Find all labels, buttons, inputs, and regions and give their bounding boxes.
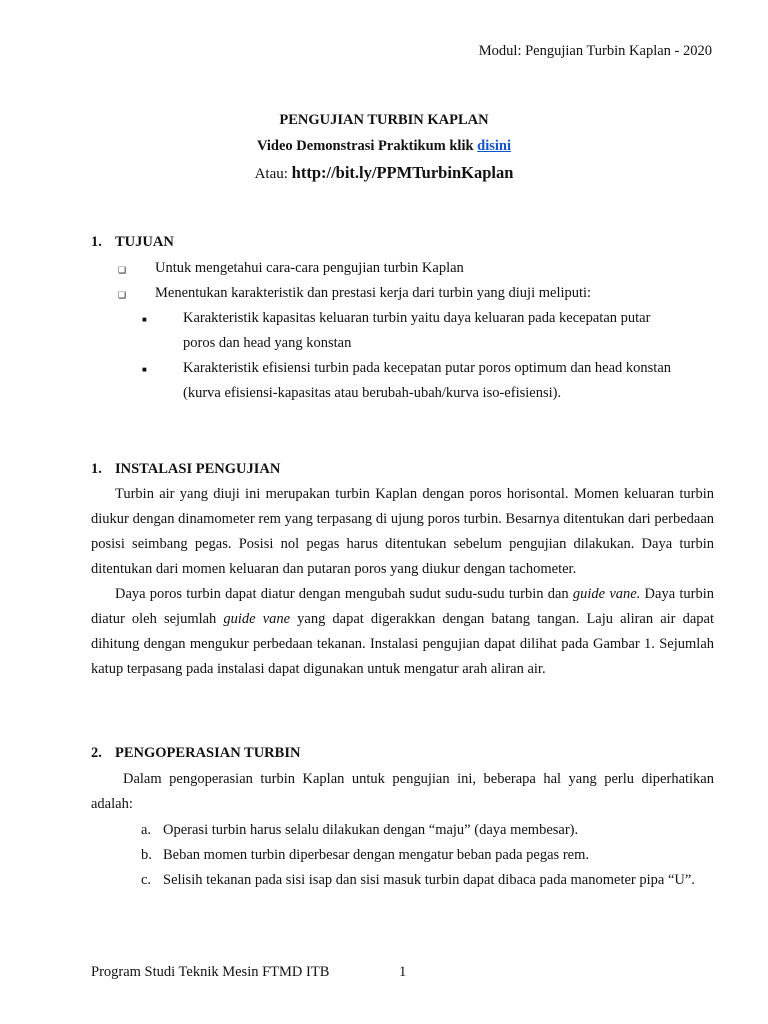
footer-program: Program Studi Teknik Mesin FTMD ITB — [91, 964, 330, 980]
section-heading-instalasi — [91, 461, 280, 478]
paragraph: Dalam pengoperasian turbin Kaplan untuk pengujian ini, beberapa hal yang perlu diperhatikan adalah: — [91, 771, 714, 812]
list-text: Beban momen turbin diperbesar dengan mengatur beban pada pegas rem. — [163, 847, 589, 863]
alternate-url: http://bit.ly/PPMTurbinKaplan — [291, 163, 514, 182]
module-header: Modul: Pengujian Turbin Kaplan - 2020 — [478, 43, 712, 59]
list-label: a. — [141, 822, 152, 838]
page-number: 1 — [399, 964, 407, 980]
pengoperasian-intro — [91, 767, 714, 817]
list-item — [141, 843, 715, 868]
video-demo-line — [0, 138, 768, 155]
tujuan-item: Untuk mengetahui cara-cara pengujian turbin Kaplan — [155, 260, 464, 276]
pengoperasian-list — [141, 818, 715, 893]
section-number: 1. — [91, 461, 102, 477]
tujuan-subitem-line: Karakteristik efisiensi turbin pada kecepatan putar poros optimum dan head konstan — [183, 360, 672, 376]
list-text: Operasi turbin harus selalu dilakukan dengan “maju” (daya membesar). — [163, 822, 579, 838]
section-title: INSTALASI PENGUJIAN — [115, 461, 281, 477]
tujuan-subitem-line: Karakteristik kapasitas keluaran turbin yaitu daya keluaran pada kecepatan putar — [183, 310, 651, 326]
section-number: 1. — [91, 234, 102, 250]
italic-term: guide vane. — [572, 586, 641, 602]
list-item — [141, 868, 715, 893]
video-demo-text: Video Demonstrasi Praktikum klik — [256, 138, 478, 154]
document-title: PENGUJIAN TURBIN KAPLAN — [279, 112, 489, 128]
small-square-bullet-icon: ■ — [142, 315, 147, 324]
tujuan-subitem-line: poros dan head yang konstan — [183, 335, 352, 351]
hollow-square-bullet-icon: ❑ — [118, 290, 127, 300]
tujuan-item: Menentukan karakteristik dan prestasi kerja dari turbin yang diuji meliputi: — [155, 285, 592, 301]
section-heading-tujuan — [91, 234, 174, 251]
section-number: 2. — [91, 745, 102, 761]
list-text: Selisih tekanan pada sisi isap dan sisi masuk turbin dapat dibaca pada manometer pipa “U”. — [163, 872, 695, 888]
section-heading-pengoperasian — [91, 745, 300, 762]
section-title: PENGOPERASIAN TURBIN — [115, 745, 301, 761]
alternate-url-prefix: Atau: — [254, 166, 292, 182]
section-title: TUJUAN — [115, 234, 174, 250]
tujuan-subitem-line: (kurva efisiensi-kapasitas atau berubah-ubah/kurva iso-efisiensi). — [183, 385, 562, 401]
small-square-bullet-icon: ■ — [142, 365, 147, 374]
list-item — [141, 818, 715, 843]
list-label: c. — [141, 872, 152, 888]
video-demo-link[interactable]: disini — [477, 138, 512, 154]
italic-term: guide vane — [223, 611, 291, 627]
alternate-url-line — [0, 163, 768, 183]
paragraph: Turbin air yang diuji ini merupakan turbin Kaplan dengan poros horisontal. Momen keluaran turbin diukur dengan dinamometer rem yang terpasang di ujung poros turbin. Besarnya ditentukan dari perbedaan posisi seimbang pegas. Posisi nol pegas harus ditentukan sebelum pengujian dilakukan. Daya turbin ditentukan dari momen keluaran dan putaran poros yang diukur dengan tachometer. — [91, 486, 714, 577]
instalasi-body — [91, 482, 714, 682]
hollow-square-bullet-icon: ❑ — [118, 265, 127, 275]
list-label: b. — [141, 847, 152, 863]
paragraph: Daya poros turbin dapat diatur dengan mengubah sudut sudu-sudu turbin dan guide vane. Daya turbin diatur oleh sejumlah guide vane yang dapat digerakkan dengan batang tangan. Laju aliran air dapat dihitung dengan mengukur perbedaan tekanan. Instalasi pengujian dapat dilihat pada Gambar 1. Sejumlah katup terpasang pada instalasi dapat digunakan untuk mengatur arah aliran air. — [91, 586, 714, 677]
